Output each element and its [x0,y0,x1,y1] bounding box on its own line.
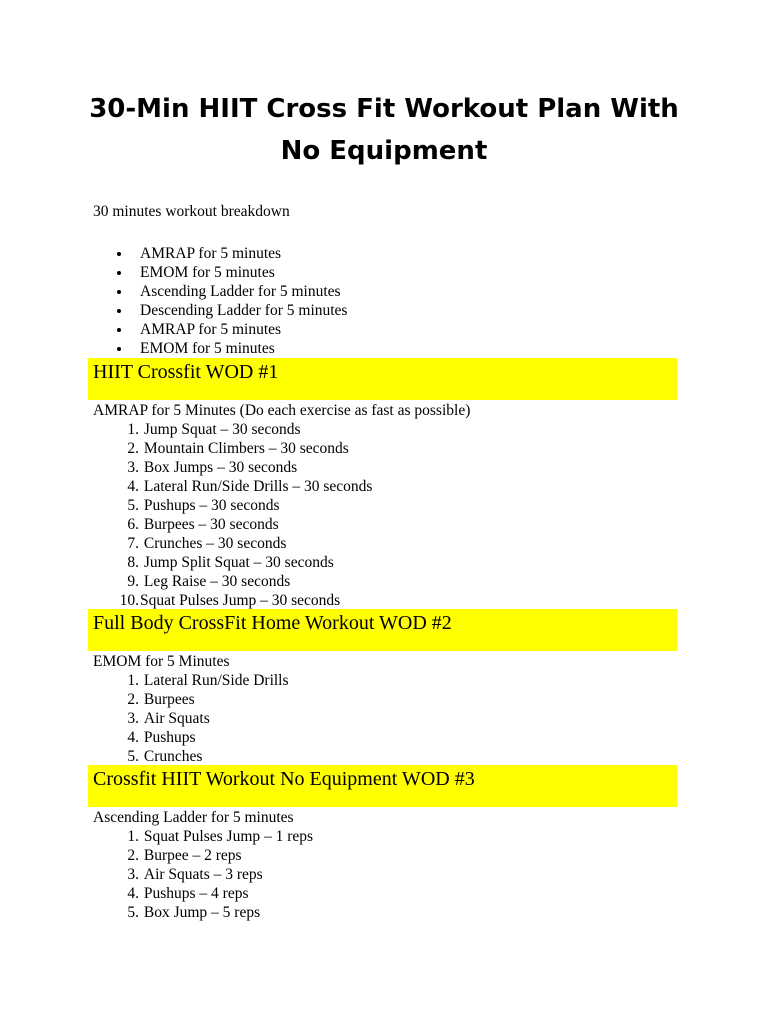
list-item: AMRAP for 5 minutes [93,320,653,339]
item-text: Box Jumps – 30 seconds [143,459,298,476]
list-item [93,903,653,922]
list-item: Ascending Ladder for 5 minutes [93,282,653,301]
wod-1-description: AMRAP for 5 Minutes (Do each exercise as fast as possible) [93,402,471,419]
item-number: 1. [127,421,139,438]
list-item: EMOM for 5 minutes [93,339,653,358]
list-item [93,496,653,515]
item-text: Air Squats – 3 reps [143,866,263,883]
item-number: 2. [127,440,139,457]
item-text: Lateral Run/Side Drills [143,672,289,689]
item-text: Leg Raise – 30 seconds [143,573,291,590]
item-number: 6. [127,516,139,533]
item-number: 4. [127,729,139,746]
list-item [93,477,653,496]
wod-1-exercise-list [93,420,653,610]
item-number: 3. [127,710,139,727]
list-item: Descending Ladder for 5 minutes [93,301,653,320]
list-item [93,439,653,458]
list-item [93,515,653,534]
page-title [60,88,708,172]
wod-3-description: Ascending Ladder for 5 minutes [93,809,294,826]
item-text: Squat Pulses Jump – 30 seconds [140,592,341,609]
wod-3-exercise-list [93,827,653,922]
list-item [93,747,653,766]
item-number: 4. [127,478,139,495]
item-text: Mountain Climbers – 30 seconds [143,440,349,457]
list-item [93,709,653,728]
wod-1-heading: HIIT Crossfit WOD #1 [88,358,677,400]
item-text: Box Jump – 5 reps [143,904,261,921]
item-text: Squat Pulses Jump – 1 reps [143,828,314,845]
item-number: 1. [127,828,139,845]
item-number: 10. [119,592,139,609]
item-number: 1. [127,672,139,689]
list-item [93,534,653,553]
item-text: Pushups – 4 reps [143,885,249,902]
item-text: Air Squats [143,710,210,727]
item-number: 3. [127,459,139,476]
list-item [93,728,653,747]
list-item [93,884,653,903]
item-number: 2. [127,847,139,864]
item-number: 4. [127,885,139,902]
breakdown-list [93,244,653,358]
list-item: EMOM for 5 minutes [93,263,653,282]
list-item [93,458,653,477]
item-text: Jump Split Squat – 30 seconds [143,554,334,571]
list-item [93,572,653,591]
item-text: Lateral Run/Side Drills – 30 seconds [143,478,373,495]
item-number: 9. [127,573,139,590]
item-text: Burpees [143,691,195,708]
wod-2-exercise-list [93,671,653,766]
list-item [93,846,653,865]
item-number: 8. [127,554,139,571]
title-line-2: No Equipment [280,136,488,166]
item-number: 5. [127,904,139,921]
wod-2-heading: Full Body CrossFit Home Workout WOD #2 [88,609,677,651]
item-text: Pushups [143,729,196,746]
list-item [93,420,653,439]
item-number: 3. [127,866,139,883]
item-number: 5. [127,497,139,514]
item-text: Burpee – 2 reps [143,847,242,864]
list-item [93,671,653,690]
item-number: 5. [127,748,139,765]
title-line-1: 30-Min HIIT Cross Fit Workout Plan With [89,94,679,124]
item-number: 2. [127,691,139,708]
list-item [93,553,653,572]
item-number: 7. [127,535,139,552]
list-item [93,827,653,846]
wod-2-description: EMOM for 5 Minutes [93,653,230,670]
list-item: AMRAP for 5 minutes [93,244,653,263]
item-text: Jump Squat – 30 seconds [143,421,301,438]
item-text: Pushups – 30 seconds [143,497,280,514]
list-item [93,690,653,709]
wod-3-heading: Crossfit HIIT Workout No Equipment WOD #3 [88,765,677,807]
item-text: Burpees – 30 seconds [143,516,279,533]
item-text: Crunches – 30 seconds [143,535,287,552]
list-item [93,591,653,610]
list-item [93,865,653,884]
intro-text: 30 minutes workout breakdown [93,203,290,220]
item-text: Crunches [143,748,203,765]
